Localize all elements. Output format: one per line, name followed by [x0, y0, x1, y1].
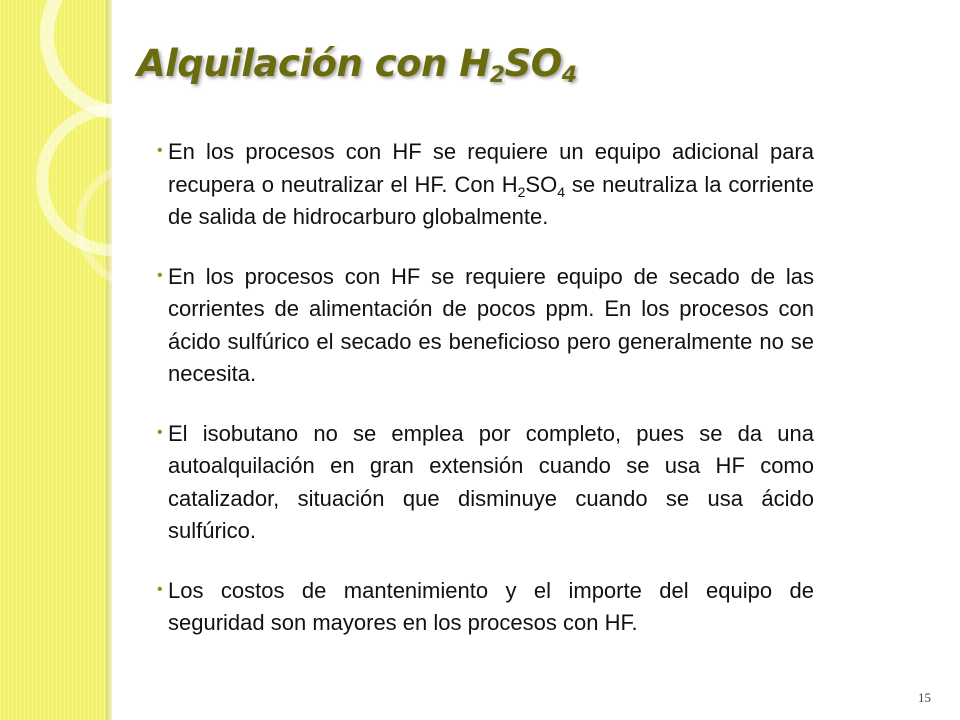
bullet-dot-icon: •	[157, 423, 163, 441]
slide-title: Alquilación con $H_2SO_4$	[137, 42, 577, 88]
bullet-list	[157, 136, 815, 667]
bullet-dot-icon: •	[157, 580, 163, 598]
bullet-item: • En los procesos con HF se requiere un equipo adicional para recupera o neutralizar el HF. Con $H_2SO_4$ se neutraliza la corriente de salida de hidrocarburo globalmente.	[168, 136, 814, 234]
bullet-dot-icon: •	[157, 266, 163, 284]
bullet-item: • En los procesos con HF se requiere equipo de secado de las corrientes de alimentación de pocos ppm. En los procesos con ácido sulfúrico el secado es beneficioso pero generalmente no se necesita.	[168, 261, 814, 391]
bullet-item: • El isobutano no se emplea por completo, pues se da una autoalquilación en gran extensión cuando se usa HF como catalizador, situación que disminuye cuando se usa ácido sulfúrico.	[168, 418, 814, 548]
bullet-item: • Los costos de mantenimiento y el importe del equipo de seguridad son mayores en los procesos con HF.	[168, 575, 814, 640]
bullet-dot-icon: •	[157, 142, 163, 159]
page-number: 15	[918, 690, 931, 705]
